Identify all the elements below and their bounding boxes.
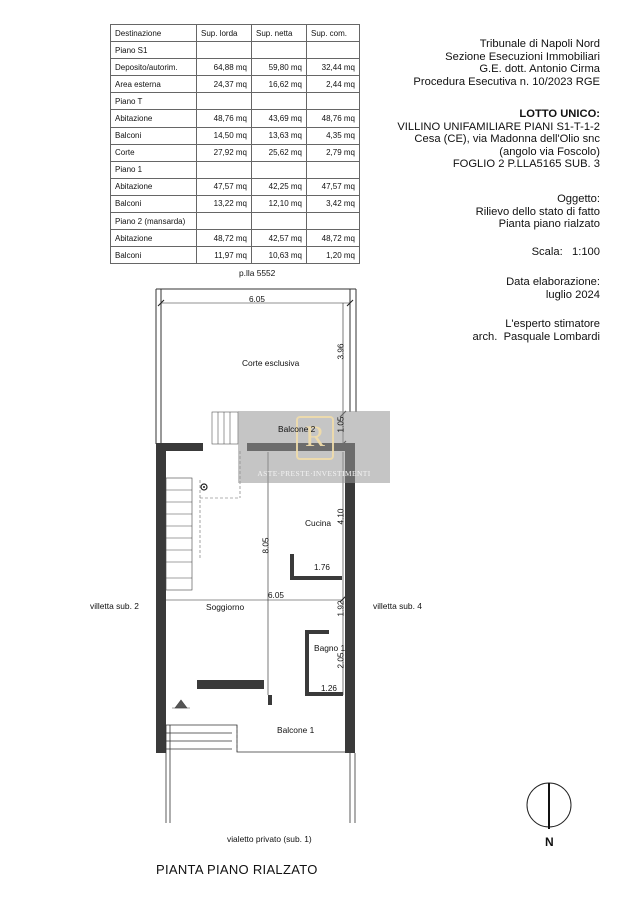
dim-mid-width: 6.05 [268, 591, 284, 600]
north-label: N [545, 835, 554, 849]
row-destination: Abitazione [111, 178, 197, 195]
soggiorno-label: Soggiorno [206, 602, 245, 612]
column-mark-dot [203, 486, 205, 488]
balcone1-label: Balcone 1 [277, 725, 315, 735]
lotto-address-corner: (angolo via Foscolo) [499, 145, 600, 158]
entry-marker [172, 700, 190, 708]
balcone2-label: Balcone 2 [278, 424, 316, 434]
bagno-label: Bagno 1 [314, 643, 346, 653]
row-sup-lorda: 11,97 mq [197, 247, 252, 264]
row-destination: Piano S1 [111, 42, 197, 59]
expert-name: arch. Pasquale Lombardi [472, 330, 600, 343]
interior-stair [166, 478, 192, 590]
row-destination: Area esterna [111, 76, 197, 93]
row-sup-lorda: 48,72 mq [197, 230, 252, 247]
dim-balcone2-depth: 1.05 [336, 416, 346, 433]
court-procedure: Procedura Esecutiva n. 10/2023 RGE [413, 75, 600, 88]
row-sup-netta: 43,69 mq [252, 110, 307, 127]
plan-title: PIANTA PIANO RIALZATO [156, 862, 318, 877]
row-sup-lorda: 64,88 mq [197, 59, 252, 76]
oggetto-line1: Rilievo dello stato di fatto [475, 205, 600, 218]
row-sup-netta: 42,57 mq [252, 230, 307, 247]
row-destination: Abitazione [111, 230, 197, 247]
header-sup-lorda: Sup. lorda [197, 25, 252, 42]
balcone1-outline [166, 725, 355, 823]
court-judge: G.E. dott. Antonio Cirma [479, 63, 600, 75]
oggetto-title: Oggetto: [557, 193, 600, 205]
header-sup-netta: Sup. netta [252, 25, 307, 42]
expert-label: L'esperto stimatore [505, 318, 600, 330]
row-sup-com: 4,35 mq [307, 127, 360, 144]
row-sup-lorda: 14,50 mq [197, 127, 252, 144]
cucina-label: Cucina [305, 518, 332, 528]
header-sup-com: Sup. com. [307, 25, 360, 42]
row-destination: Balconi [111, 195, 197, 212]
dim-corte-depth: 3.96 [336, 343, 346, 360]
lotto-address: Cesa (CE), via Madonna dell'Olio snc [414, 133, 600, 145]
row-sup-netta: 59,80 mq [252, 59, 307, 76]
row-destination: Corte [111, 144, 197, 161]
row-sup-lorda: 24,37 mq [197, 76, 252, 93]
lotto-title: LOTTO UNICO: [519, 108, 600, 120]
row-sup-com: 2,44 mq [307, 76, 360, 93]
private-path-label: vialetto privato (sub. 1) [227, 834, 312, 844]
row-destination: Piano T [111, 93, 197, 110]
watermark-logo-icon: R [296, 416, 334, 460]
dim-cucina-depth: 4.10 [336, 508, 346, 525]
date-label: Data elaborazione: [506, 276, 600, 288]
dim-bagno-depth: 2.05 [336, 652, 346, 669]
row-sup-com: 3,42 mq [307, 195, 360, 212]
court-name: Tribunale di Napoli Nord [479, 38, 600, 50]
row-sup-netta: 10,63 mq [252, 247, 307, 264]
watermark [238, 411, 390, 483]
watermark-text: ASTE·PRESTE·INVESTIMENTI [257, 469, 371, 478]
parcel-label: p.lla 5552 [239, 268, 276, 278]
row-sup-com: 48,76 mq [307, 110, 360, 127]
row-sup-netta: 13,63 mq [252, 127, 307, 144]
neighbour-left-label: villetta sub. 2 [90, 601, 139, 611]
row-destination: Abitazione [111, 110, 197, 127]
row-sup-netta: 16,62 mq [252, 76, 307, 93]
row-sup-netta: 25,62 mq [252, 144, 307, 161]
scale: Scala: 1:100 [531, 246, 600, 258]
north-arrow [527, 783, 571, 829]
dim-bagno-gap: 1.92 [336, 600, 346, 617]
balcony-steps [212, 412, 238, 444]
row-sup-com: 2,79 mq [307, 144, 360, 161]
row-sup-netta: 12,10 mq [252, 195, 307, 212]
row-sup-netta: 42,25 mq [252, 178, 307, 195]
row-sup-com: 1,20 mq [307, 247, 360, 264]
dim-top-width: 6.05 [249, 295, 265, 304]
row-sup-lorda: 27,92 mq [197, 144, 252, 161]
row-destination: Piano 2 (mansarda) [111, 213, 197, 230]
row-sup-com: 47,57 mq [307, 178, 360, 195]
lotto-cadastral: FOGLIO 2 P.LLA5165 SUB. 3 [452, 158, 600, 170]
row-destination: Balconi [111, 127, 197, 144]
neighbour-right-label: villetta sub. 4 [373, 601, 422, 611]
row-sup-lorda: 48,76 mq [197, 110, 252, 127]
row-sup-com: 32,44 mq [307, 59, 360, 76]
dim-bagno-width: 1.26 [321, 684, 337, 693]
row-destination: Piano 1 [111, 161, 197, 178]
date-value: luglio 2024 [545, 288, 600, 301]
row-destination: Balconi [111, 247, 197, 264]
lotto-description: VILLINO UNIFAMILIARE PIANI S1-T-1-2 [397, 120, 600, 133]
corte-label: Corte esclusiva [242, 358, 300, 368]
oggetto-line2: Pianta piano rialzato [498, 218, 600, 230]
row-sup-lorda: 47,57 mq [197, 178, 252, 195]
header-destinazione: Destinazione [111, 25, 197, 42]
row-sup-com: 48,72 mq [307, 230, 360, 247]
row-destination: Deposito/autorim. [111, 59, 197, 76]
dim-soggiorno-depth: 8.05 [261, 537, 271, 554]
row-sup-lorda: 13,22 mq [197, 195, 252, 212]
dim-cucina-wall: 1.76 [314, 563, 330, 572]
court-section: Sezione Esecuzioni Immobiliari [445, 50, 600, 63]
